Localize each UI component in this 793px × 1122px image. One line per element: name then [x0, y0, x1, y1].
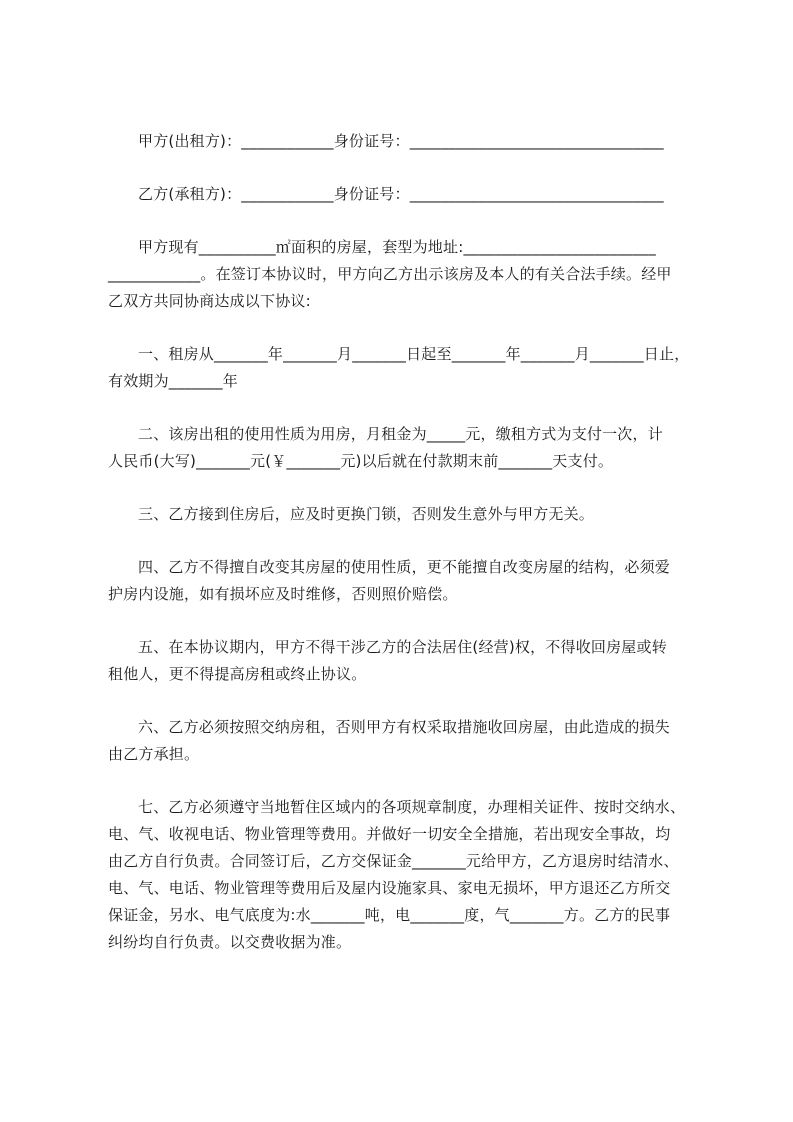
intro-line-1: 甲方现有__________㎡面积的房屋，套型为地址:_________________________: [138, 238, 656, 256]
clause-1-line-1: 一、租房从_______年_______月_______日起至_______年_______月_______日止，: [138, 345, 690, 363]
clause-2-line-2: 人民币(大写)_______元(￥_______元)以后就在付款期末前_______天支付。: [108, 452, 614, 470]
clause-1-line-2: 有效期为_______年: [108, 372, 238, 390]
clause-3-line-1: 三、乙方接到住房后，应及时更换门锁，否则发生意外与甲方无关。: [138, 505, 595, 523]
clause-2-line-1: 二、该房出租的使用性质为用房，月租金为_____元，缴租方式为支付一次，计: [138, 425, 663, 443]
clause-7-line-5: 保证金，另水、电气底度为:水_______吨，电_______度，气_______方。乙方的民事: [108, 906, 671, 924]
clause-7-line-1: 七、乙方必须遵守当地暂住区域内的各项规章制度，办理相关证件、按时交纳水、: [138, 798, 686, 816]
clause-7-line-6: 纠纷均自行负责。以交费收据为准。: [108, 933, 352, 951]
clause-4-line-2: 护房内设施，如有损坏应及时维修，否则照价赔偿。: [108, 585, 458, 603]
clause-6-line-2: 由乙方承担。: [108, 745, 200, 763]
clause-4-line-1: 四、乙方不得擅自改变其房屋的使用性质，更不能擅自改变房屋的结构，必须爱: [138, 558, 671, 576]
party-a-line: 甲方(出租方)：____________身份证号：_________________________________: [138, 132, 664, 150]
clause-5-line-2: 租他人，更不得提高房租或终止协议。: [108, 665, 367, 683]
clause-5-line-1: 五、在本协议期内，甲方不得干涉乙方的合法居住(经营)权，不得收回房屋或转: [138, 638, 667, 656]
clause-7-line-4: 电、气、电话、物业管理等费用后及屋内设施家具、家电无损坏，甲方退还乙方所交: [108, 879, 671, 897]
clause-6-line-1: 六、乙方必须按照交纳房租，否则甲方有权采取措施收回房屋，由此造成的损失: [138, 718, 671, 736]
clause-7-line-2: 电、气、收视电话、物业管理等费用。并做好一切安全全措施，若出现安全事故，均: [108, 825, 671, 843]
clause-7-line-3: 由乙方自行负责。合同签订后，乙方交保证金_______元给甲方，乙方退房时结清水、: [108, 852, 679, 870]
intro-line-3: 乙双方共同协商达成以下协议:: [108, 292, 311, 310]
party-b-line: 乙方(承租方)：____________身份证号：_________________________________: [138, 185, 664, 203]
intro-line-2: ____________。在签订本协议时，甲方向乙方出示该房及本人的有关合法手续。经甲: [108, 265, 672, 283]
